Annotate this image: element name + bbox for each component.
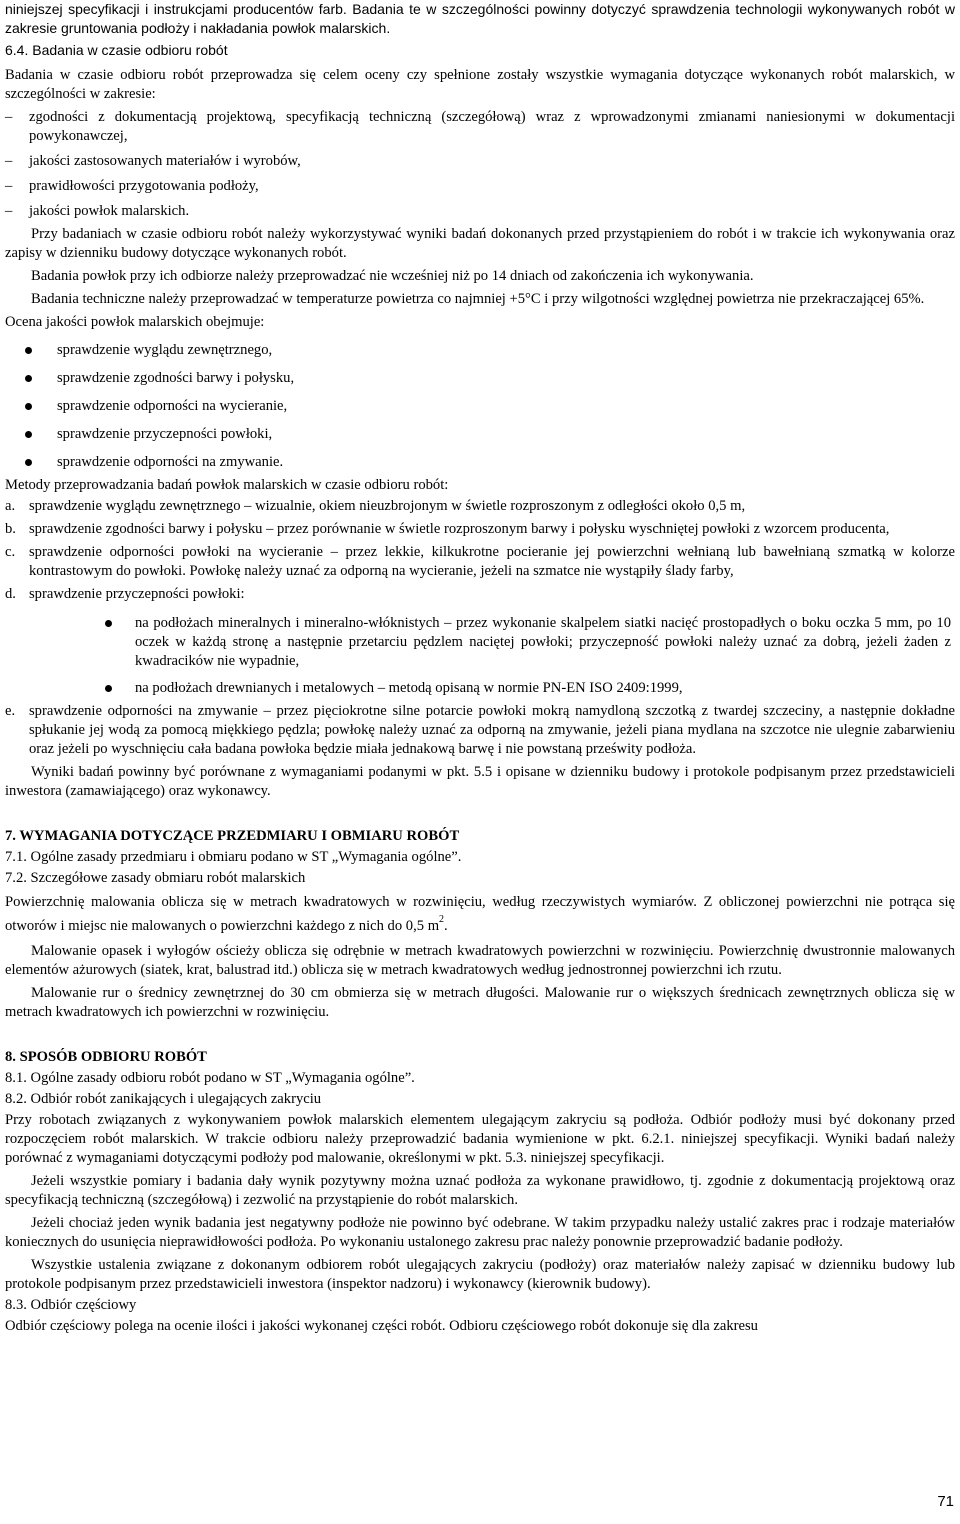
method-item-b: b. sprawdzenie zgodności barwy i połysku – przez porównanie w świetle rozproszonym barwy i połysku wyschniętej powłoki z wzorcem producenta, <box>5 521 890 537</box>
methods-list <box>5 497 955 759</box>
section-7-1: 7.1. Ogólne zasady przedmiaru i obmiaru podano w ST „Wymagania ogólne”. <box>5 849 462 865</box>
section-7-heading: 7. WYMAGANIA DOTYCZĄCE PRZEDMIARU I OBMIARU ROBÓT <box>5 828 460 844</box>
bullet-dot-icon <box>25 425 32 444</box>
bullet-dot-icon <box>25 397 32 416</box>
paragraph-badania-odbior: Przy badaniach w czasie odbioru robót należy wykorzystywać wyniki badań dokonanych przed przystąpieniem do robót i w trakcie ich wykonywania oraz zapisy w dzienniku budowy dotyczące wykonanych robót. <box>5 226 955 261</box>
section-6-4-title: 6.4. Badania w czasie odbioru robót <box>5 42 228 58</box>
ocena-bullet-list <box>5 341 955 472</box>
dash-marker: – <box>5 178 13 194</box>
bullet-item: sprawdzenie przyczepności powłoki, <box>5 425 955 444</box>
dash-item: – zgodności z dokumentacją projektową, specyfikacją techniczną (szczegółową) wraz z wprowadzonymi zmianami naniesionymi w dokumentacji powykonawczej, <box>5 109 955 144</box>
bullet-item: sprawdzenie odporności na zmywanie. <box>5 453 955 472</box>
bullet-dot-icon <box>105 679 112 698</box>
bullet-item: sprawdzenie zgodności barwy i połysku, <box>5 369 955 388</box>
bullet-dot-icon <box>25 369 32 388</box>
bullet-dot-icon <box>25 453 32 472</box>
ocena-lead: Ocena jakości powłok malarskich obejmuje: <box>5 314 265 330</box>
adhesion-sub-item: na podłożach drewnianych i metalowych – metodą opisaną w normie PN-EN ISO 2409:1999, <box>5 679 955 698</box>
paragraph-badania-powlok: Badania powłok przy ich odbiorze należy przeprowadzać nie wcześniej niż po 14 dniach od zakończenia ich wykonywania. <box>31 268 754 284</box>
section-7-2: 7.2. Szczegółowe zasady obmiaru robót malarskich <box>5 870 306 886</box>
method-item-d: d. sprawdzenie przyczepności powłoki: <box>5 586 245 602</box>
superscript: 2 <box>439 914 445 925</box>
paragraph-opaski: Malowanie opasek i wyłogów ościeży oblicza się odrębnie w metrach kwadratowych powierzchni w rozwinięciu. Powierzchnię dwustronnie malowanych elementów ażurowych (siatek, krat, balustrad itd.) oblicza się w metrach kwadratowych według jednostronnej powierzchni ich rzutu. <box>5 943 955 978</box>
method-marker: a. <box>5 498 16 514</box>
paragraph-powierzchnia: Powierzchnię malowania oblicza się w metrach kwadratowych w rozwinięciu, według rzeczywistych wymiarów. Z obliczonej powierzchni nie potrąca się otworów i miejsc nie malowanych o powierzchni każdego z nich do 0,5 $m^2$. <box>5 894 955 934</box>
method-marker: c. <box>5 544 16 560</box>
dash-item: – jakości powłok malarskich. <box>5 203 190 219</box>
dash-item: – jakości zastosowanych materiałów i wyrobów, <box>5 153 301 169</box>
bullet-item: sprawdzenie odporności na wycieranie, <box>5 397 955 416</box>
paragraph-podloza: Przy robotach związanych z wykonywaniem powłok malarskich elementem ulegającym zakryciu są podłoża. Odbiór podłoży musi być dokonany przed rozpoczęciem robót malarskich. W trakcie odbioru należy przeprowadzić badania wymienione w pkt. 6.2.1. niniejszej specyfikacji. Wyniki badań należy porównać z wymaganiami dotyczącymi podłoży pod malowanie, określonymi w pkt. 5.3. niniejszej specyfikacji. <box>5 1112 955 1166</box>
section-8-2: 8.2. Odbiór robót zanikających i ulegających zakryciu <box>5 1091 322 1107</box>
intro-paragraph: niniejszej specyfikacji i instrukcjami producentów farb. Badania te w szczególności powinny dotyczyć sprawdzenia technologii wykonywanych robót w zakresie gruntowania podłoży i nakładania powłok malarskich. <box>5 1 955 36</box>
method-marker: e. <box>5 703 16 719</box>
method-item-a: a. sprawdzenie wyglądu zewnętrznego – wizualnie, okiem nieuzbrojonym w świetle rozproszonym z odległości około 0,5 m, <box>5 498 746 514</box>
section-8-1: 8.1. Ogólne zasady odbioru robót podano w ST „Wymagania ogólne”. <box>5 1070 415 1086</box>
bullet-dot-icon <box>25 341 32 360</box>
adhesion-sub-item: na podłożach mineralnych i mineralno-włóknistych – przez wykonanie skalpelem siatki nacięć prostopadłych o boku oczka 5 mm, po 10 oczek w każdą stronę a następnie przetarciu pędzlem naciętej powłoki; przyczepność powłoki należy uznać za dobrą, jeżeli żaden z kwadracików nie wypadnie, <box>5 614 955 671</box>
method-item-c: c. sprawdzenie odporności powłoki na wycieranie – przez lekkie, kilkukrotne pocieranie jej powierzchni wełnianą lub bawełnianą szmatką w kolorze kontrastowym do powłoki. Powłokę należy uznać za odporną na wycieranie, jeżeli na szmatce nie wystąpiły ślady farby, <box>5 544 955 579</box>
dash-marker: – <box>5 203 13 219</box>
paragraph-negatywny: Jeżeli chociaż jeden wynik badania jest negatywny podłoże nie powinno być odebrane. W takim przypadku należy ustalić zakres prac i rodzaje materiałów koniecznych do usunięcia nieprawidłowości podłoża. Po wykonaniu ustalonego zakresu prac należy ponownie przeprowadzić badanie podłoży. <box>5 1215 955 1250</box>
paragraph-wyniki: Wyniki badań powinny być porównane z wymaganiami podanymi w pkt. 5.5 i opisane w dzienniku budowy i protokole podpisanym przez przedstawicieli inwestora (zamawiającego) oraz wykonawcy. <box>5 764 955 799</box>
criteria-dash-list <box>5 108 955 221</box>
section-8-heading: 8. SPOSÓB ODBIORU ROBÓT <box>5 1049 207 1065</box>
method-item-e: e. sprawdzenie odporności na zmywanie – przez pięciokrotne silne potarcie powłoki mokrą namydloną szczotką z twardej szczeciny, a następnie dokładne spłukanie jej wodą za pomocą miękkiego pędzla; powłokę należy uznać za odporną na zmywanie, jeżeli piana mydlana na szczotce nie ulegnie zabarwieniu oraz jeżeli po wyschnięciu cała badana powłoka będzie miała jednakową barwę i nie powstaną prześwity podłoża. <box>5 703 955 757</box>
dash-item: – prawidłowości przygotowania podłoży, <box>5 178 259 194</box>
paragraph-odbior-czesciowy: Odbiór częściowy polega na ocenie ilości i jakości wykonanej części robót. Odbioru częściowego robót dokonuje się dla zakresu <box>5 1318 758 1334</box>
paragraph-badania-techniczne: Badania techniczne należy przeprowadzać w temperaturze powietrza co najmniej +5°C i przy wilgotności względnej powietrza nie przekraczającej 65%. <box>31 291 925 307</box>
paragraph-pozytywny: Jeżeli wszystkie pomiary i badania dały wynik pozytywny można uznać podłoża za wykonane prawidłowo, tj. zgodnie z dokumentacją projektową oraz specyfikacją techniczną (szczegółową) i zezwolić na przystąpienie do robót malarskich. <box>5 1173 955 1208</box>
method-marker: d. <box>5 586 16 602</box>
bullet-item: sprawdzenie wyglądu zewnętrznego, <box>5 341 955 360</box>
page-number: 71 <box>937 1493 954 1510</box>
paragraph-rury: Malowanie rur o średnicy zewnętrznej do 30 cm obmierza się w metrach długości. Malowanie rur o większych średnicach zewnętrznych oblicza się w metrach kwadratowych ich powierzchni w rozwinięciu. <box>5 985 955 1020</box>
section-6-4-lead: Badania w czasie odbioru robót przeprowadza się celem oceny czy spełnione zostały wszystkie wymagania dotyczące wykonanych robót malarskich, w szczególności w zakresie: <box>5 67 955 102</box>
method-marker: b. <box>5 521 16 537</box>
dash-marker: – <box>5 153 13 169</box>
bullet-dot-icon <box>105 614 112 633</box>
metody-lead: Metody przeprowadzania badań powłok malarskich w czasie odbioru robót: <box>5 477 449 493</box>
dash-marker: – <box>5 109 13 125</box>
paragraph-ustalenia: Wszystkie ustalenia związane z dokonanym odbiorem robót ulegających zakryciu (podłoży) oraz materiałów należy zapisać w dzienniku budowy lub protokole podpisanym przez przedstawicieli inwestora (inspektor nadzoru) i wykonawcy (kierownik budowy). <box>5 1257 955 1292</box>
section-8-3: 8.3. Odbiór częściowy <box>5 1297 137 1313</box>
